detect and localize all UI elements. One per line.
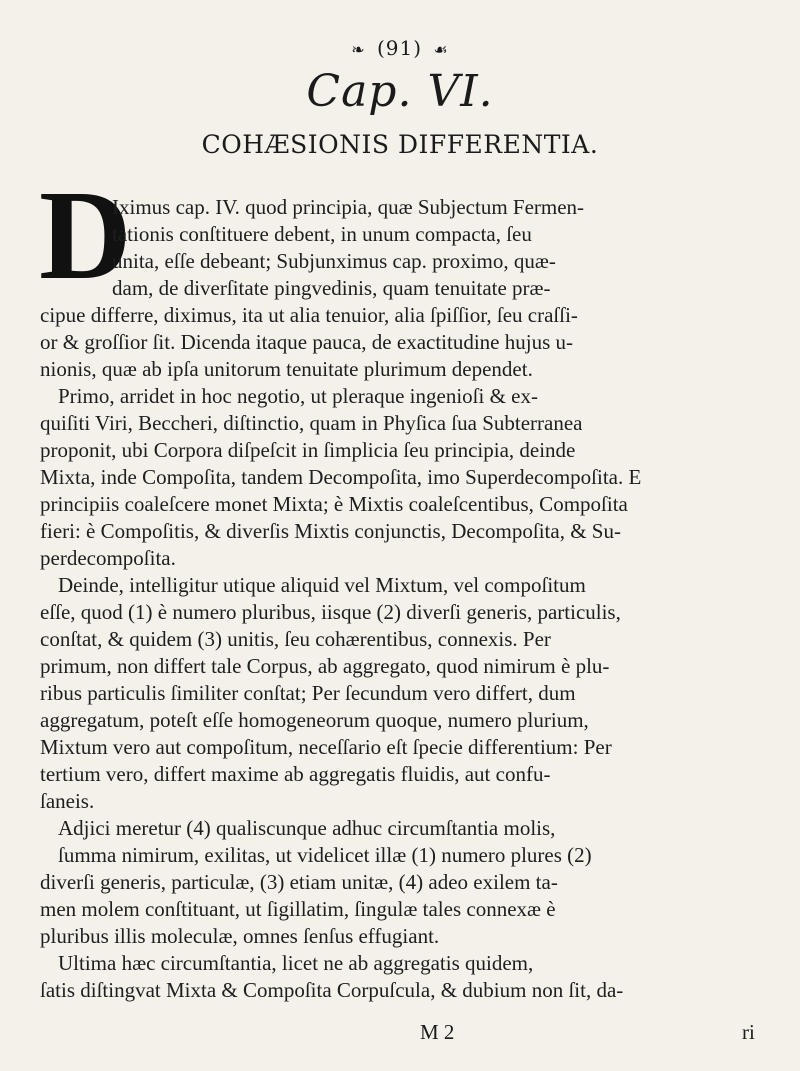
text-line: cipue differre, diximus, ita ut alia tenuior, alia ſpiſſior, ſeu craſſi- bbox=[40, 303, 578, 327]
text-line: pluribus illis moleculæ, omnes ſenſus effugiant. bbox=[40, 924, 440, 948]
text-line: Primo, arridet in hoc negotio, ut pleraque ingenioſi & ex- bbox=[58, 384, 538, 408]
text-line: Adjici meretur (4) qualiscunque adhuc circumſtantia molis, bbox=[58, 816, 556, 840]
page-number: (91) bbox=[377, 36, 423, 60]
text-line: ribus particulis ſimiliter conſtat; Per ſecundum vero differt, dum bbox=[40, 681, 576, 705]
text-line: tationis conſtituere debent, in unum compacta, ſeu bbox=[112, 222, 532, 246]
text-line: Ultima hæc circumſtantia, licet ne ab aggregatis quidem, bbox=[58, 951, 534, 975]
text-line: or & groſſior ſit. Dicenda itaque pauca, de exactitudine hujus u- bbox=[40, 330, 573, 354]
text-line: ſaneis. bbox=[40, 789, 95, 813]
text-line: Deinde, intelligitur utique aliquid vel Mixtum, vel compoſitum bbox=[58, 573, 586, 597]
text-line: Iximus cap. IV. quod principia, quæ Subjectum Fermen- bbox=[112, 195, 585, 219]
text-line: perdecompoſita. bbox=[40, 546, 176, 570]
signature-mark: M 2 bbox=[420, 1020, 455, 1044]
running-head bbox=[0, 36, 800, 60]
text-line: Mixtum vero aut compoſitum, neceſſario eſt ſpecie differentium: Per bbox=[40, 735, 612, 759]
ornament-left-icon: ❧ bbox=[351, 40, 366, 59]
text-line: aggregatum, poteſt eſſe homogeneorum quoque, numero plurium, bbox=[40, 708, 589, 732]
text-line: ſatis diſtingvat Mixta & Compoſita Corpuſcula, & dubium non ſit, da- bbox=[40, 978, 624, 1002]
text-line: eſſe, quod (1) è numero pluribus, iisque (2) diverſi generis, particulis, bbox=[40, 600, 621, 624]
text-line: diverſi generis, particulæ, (3) etiam unitæ, (4) adeo exilem ta- bbox=[40, 870, 558, 894]
ornament-right-icon: ☙ bbox=[433, 40, 449, 59]
text-line: Mixta, inde Compoſita, tandem Decompoſita, imo Superdecompoſita. E bbox=[40, 465, 642, 489]
text-line: proponit, ubi Corpora diſpeſcit in ſimplicia ſeu principia, deinde bbox=[40, 438, 576, 462]
catchword: ri bbox=[742, 1020, 755, 1044]
text-line: unita, eſſe debeant; Subjunximus cap. proximo, quæ- bbox=[112, 249, 556, 273]
section-title: COHÆSIONIS DIFFERENTIA. bbox=[201, 130, 599, 159]
drop-cap: D bbox=[39, 164, 132, 306]
text-line: fieri: è Compoſitis, & diverſis Mixtis conjunctis, Decompoſita, & Su- bbox=[40, 519, 621, 543]
text-line: quiſiti Viri, Beccheri, diſtinctio, quam in Phyſica ſua Subterranea bbox=[40, 411, 583, 435]
text-line: conſtat, & quidem (3) unitis, ſeu cohærentibus, connexis. Per bbox=[40, 627, 551, 651]
text-line: nionis, quæ ab ipſa unitorum tenuitate plurimum dependet. bbox=[40, 357, 533, 381]
chapter-heading: Cap. VI. bbox=[306, 66, 494, 117]
text-line: tertium vero, differt maxime ab aggregatis fluidis, aut confu- bbox=[40, 762, 551, 786]
text-line: primum, non differt tale Corpus, ab aggregato, quod nimirum è plu- bbox=[40, 654, 610, 678]
text-line: principiis coaleſcere monet Mixta; è Mixtis coaleſcentibus, Compoſita bbox=[40, 492, 628, 516]
text-line: ſumma nimirum, exilitas, ut videlicet illæ (1) numero plures (2) bbox=[58, 843, 592, 867]
text-line: men molem conſtituant, ut ſigillatim, ſingulæ tales connexæ è bbox=[40, 897, 556, 921]
text-line: dam, de diverſitate pingvedinis, quam tenuitate præ- bbox=[112, 276, 551, 300]
